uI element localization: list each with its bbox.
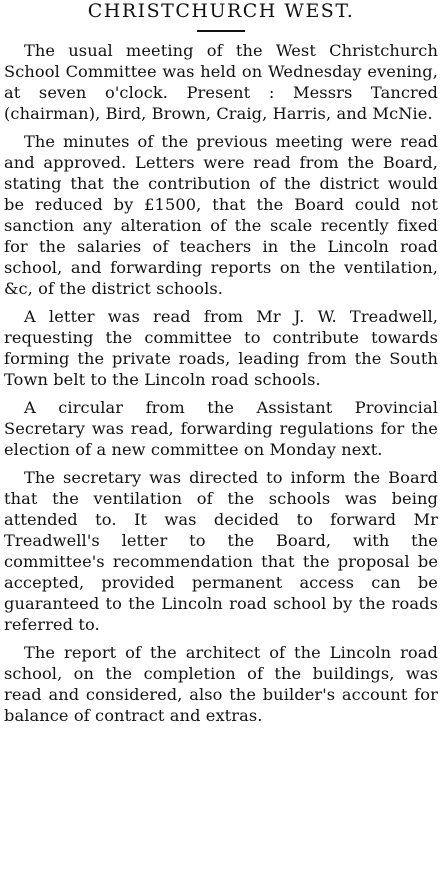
paragraph-minutes-letters: The minutes of the previous meeting were read and approved. Letters were read from the Board, stating that the contribution of the district would be reduced by £1500, that the Board could not sanction any alteration of the scale recently fixed for the salaries of teachers in the Lincoln road school, and forwarding reports on the ventilation, &c, of the district schools. [4,132,438,298]
paragraph-meeting-intro: The usual meeting of the West Christchurch School Committee was held on Wednesday evening, at seven o'clock. Present : Messrs Tancred (chairman), Bird, Brown, Craig, Harris, and McNie. [4,41,438,123]
headline-divider [197,30,245,32]
paragraph-treadwell-letter: A letter was read from Mr J. W. Treadwell, requesting the committee to contribute towards forming the private roads, leading from the South Town belt to the Lincoln road schools. [4,307,438,389]
paragraph-architect-report: The report of the architect of the Lincoln road school, on the completion of the buildings, was read and considered, also the builder's account for balance of contract and extras. [4,643,438,725]
article-headline: CHRISTCHURCH WEST. [87,0,355,22]
paragraph-secretary-directed: The secretary was directed to inform the Board that the ventilation of the schools was being attended to. It was decided to forward Mr Treadwell's letter to the Board, with the committee's recommendation that the proposal be accepted, provided permanent access can be guaranteed to the Lincoln road school by the roads referred to. [4,468,438,634]
paragraph-circular: A circular from the Assistant Provincial Secretary was read, forwarding regulations for the election of a new committee on Monday next. [4,398,438,459]
